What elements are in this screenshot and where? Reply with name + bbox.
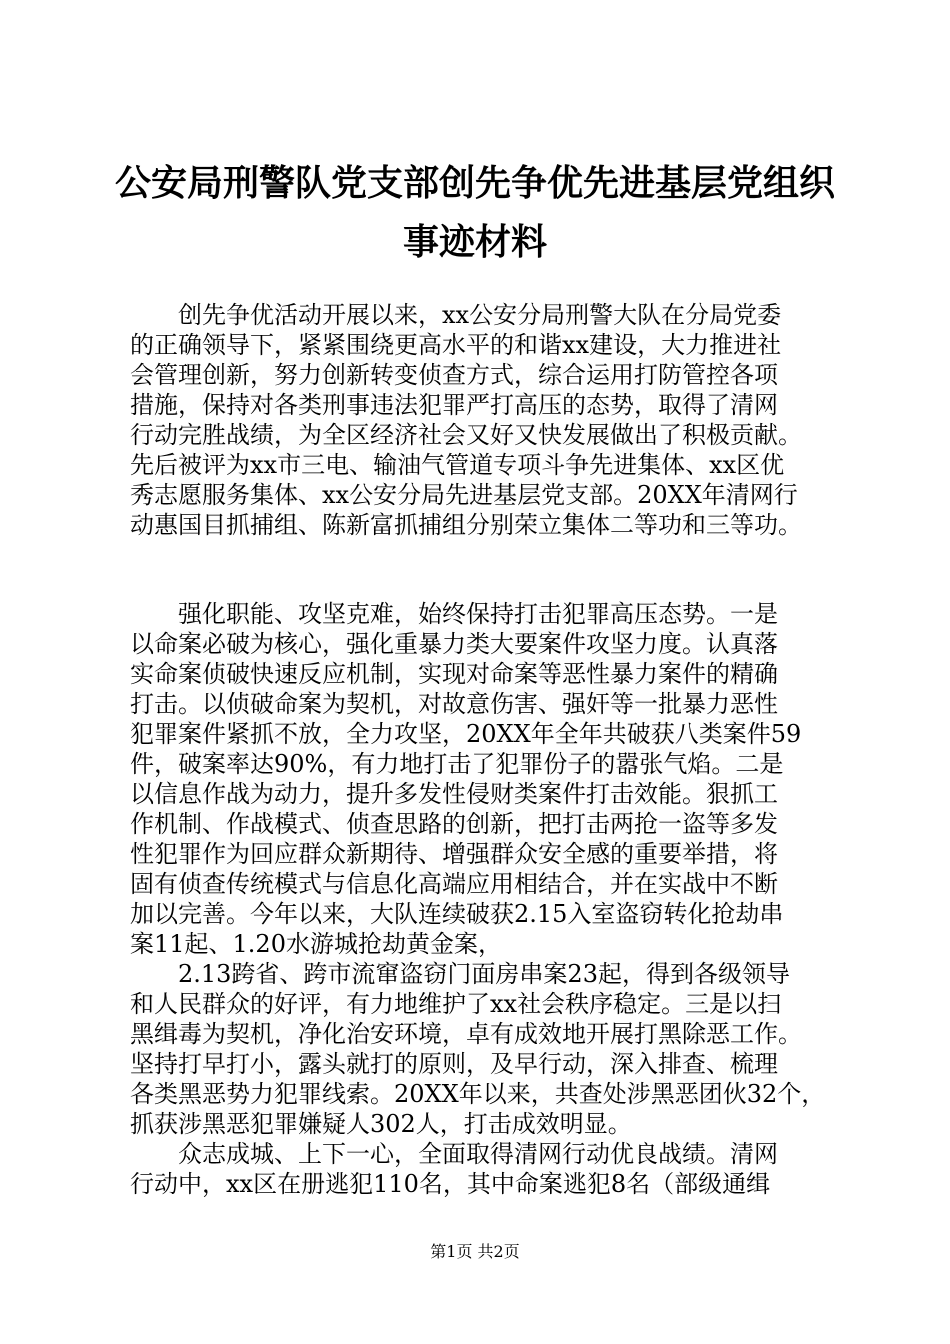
text-line: 会管理创新，努力创新转变侦查方式，综合运用打防管控各项 bbox=[130, 361, 778, 389]
paragraph-2 bbox=[130, 599, 830, 959]
text-line: 先后被评为xx市三电、输油气管道专项斗争先进集体、xx区优 bbox=[130, 451, 785, 479]
text-line: 创先争优活动开展以来，xx公安分局刑警大队在分局党委 bbox=[130, 301, 782, 329]
text-line: 坚持打早打小，露头就打的原则，及早行动，深入排查、梳理 bbox=[130, 1050, 778, 1078]
text-line: 以命案必破为核心，强化重暴力类大要案件攻坚力度。认真落 bbox=[130, 630, 778, 658]
text-line: 各类黑恶势力犯罪线索。20XX年以来，共查处涉黑恶团伙32个， bbox=[130, 1080, 826, 1108]
text-line: 犯罪案件紧抓不放，全力攻坚，20XX年全年共破获八类案件59 bbox=[130, 720, 802, 748]
document-title-line-2: 事迹材料 bbox=[402, 222, 547, 263]
document-title-line-1: 公安局刑警队党支部创先争优先进基层党组织 bbox=[114, 163, 835, 204]
text-line: 强化职能、攻坚克难，始终保持打击犯罪高压态势。一是 bbox=[130, 600, 778, 628]
text-line: 案11起、1.20水游城抢劫黄金案， bbox=[130, 930, 502, 958]
text-line: 和人民群众的好评，有力地维护了xx社会秩序稳定。三是以扫 bbox=[130, 990, 782, 1018]
document-body bbox=[130, 300, 830, 1199]
text-line: 实命案侦破快速反应机制，实现对命案等恶性暴力案件的精确 bbox=[130, 660, 778, 688]
paragraph-spacer bbox=[130, 540, 830, 599]
text-line: 行动中，xx区在册逃犯110名，其中命案逃犯8名（部级通缉 bbox=[130, 1170, 771, 1198]
text-line: 件，破案率达90%，有力地打击了犯罪份子的嚣张气焰。二是 bbox=[130, 750, 784, 778]
text-line: 加以完善。今年以来，大队连续破获2.15入室盗窃转化抢劫串 bbox=[130, 900, 784, 928]
text-line: 行动完胜战绩，为全区经济社会又好又快发展做出了积极贡献。 bbox=[130, 421, 802, 449]
paragraph-3 bbox=[130, 959, 830, 1139]
text-line: 抓获涉黑恶犯罪嫌疑人302人，打击成效明显。 bbox=[130, 1110, 632, 1138]
text-line: 固有侦查传统模式与信息化高端应用相结合，并在实战中不断 bbox=[130, 870, 778, 898]
paragraph-1 bbox=[130, 300, 830, 540]
text-line: 打击。以侦破命案为契机，对故意伤害、强奸等一批暴力恶性 bbox=[130, 690, 778, 718]
text-line: 的正确领导下，紧紧围绕更高水平的和谐xx建设，大力推进社 bbox=[130, 331, 782, 359]
page-number-footer: 第1页 共2页 bbox=[430, 1242, 520, 1261]
text-line: 动惠国目抓捕组、陈新富抓捕组分别荣立集体二等功和三等功。 bbox=[130, 511, 802, 539]
paragraph-4 bbox=[130, 1139, 830, 1199]
text-line: 黑缉毒为契机，净化治安环境，卓有成效地开展打黑除恶工作。 bbox=[130, 1020, 802, 1048]
text-line: 2.13跨省、跨市流窜盗窃门面房串案23起，得到各级领导 bbox=[130, 960, 790, 988]
text-line: 措施，保持对各类刑事违法犯罪严打高压的态势，取得了清网 bbox=[130, 391, 778, 419]
text-line: 性犯罪作为回应群众新期待、增强群众安全感的重要举措，将 bbox=[130, 840, 778, 868]
text-line: 众志成城、上下一心，全面取得清网行动优良战绩。清网 bbox=[130, 1140, 778, 1168]
text-line: 以信息作战为动力，提升多发性侵财类案件打击效能。狠抓工 bbox=[130, 780, 778, 808]
text-line: 秀志愿服务集体、xx公安分局先进基层党支部。20XX年清网行 bbox=[130, 481, 798, 509]
text-line: 作机制、作战模式、侦查思路的创新，把打击两抢一盗等多发 bbox=[130, 810, 778, 838]
